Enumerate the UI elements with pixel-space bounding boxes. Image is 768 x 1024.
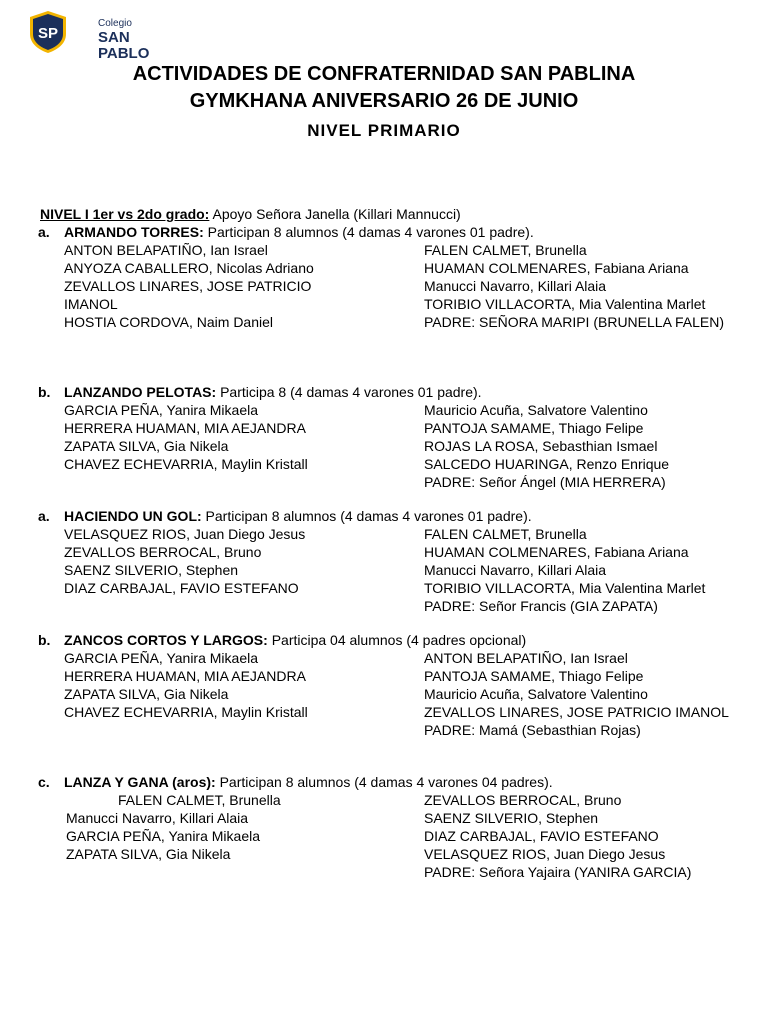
activity-description: Participa 8 (4 damas 4 varones 01 padre).	[216, 384, 482, 400]
activity-description: Participan 8 alumnos (4 damas 4 varones 01 padre).	[203, 224, 534, 240]
participant-name: TORIBIO VILLACORTA, Mia Valentina Marlet	[424, 296, 706, 312]
participant-name: ZAPATA SILVA, Gia Nikela	[64, 686, 229, 702]
participant-name: ZEVALLOS BERROCAL, Bruno	[64, 544, 262, 560]
participants-left-column	[64, 649, 414, 721]
participant-name: ANYOZA CABALLERO, Nicolas Adriano	[64, 260, 314, 276]
participant-name: GARCIA PEÑA, Yanira Mikaela	[64, 650, 259, 666]
activity-description: Participan 8 alumnos (4 damas 4 varones 01 padre).	[201, 508, 532, 524]
logo-badge-text: SP	[37, 25, 59, 42]
participant-name: ZEVALLOS LINARES, JOSE PATRICIO IMANOL	[424, 704, 729, 720]
participant-name: Manucci Navarro, Killari Alaia	[424, 278, 607, 294]
participants-right-column	[424, 401, 744, 491]
participant-name: PANTOJA SAMAME, Thiago Felipe	[424, 668, 644, 684]
parent-name: PADRE: SEÑORA MARIPI (BRUNELLA FALEN)	[424, 314, 725, 330]
participant-name: TORIBIO VILLACORTA, Mia Valentina Marlet	[424, 580, 706, 596]
participant-name: ZAPATA SILVA, Gia Nikela	[66, 846, 231, 862]
participant-name: GARCIA PEÑA, Yanira Mikaela	[66, 828, 261, 844]
level-heading: NIVEL PRIMARIO	[307, 121, 461, 140]
participant-name: HUAMAN COLMENARES, Fabiana Ariana	[424, 544, 689, 560]
participant-name: HOSTIA CORDOVA, Naim Daniel	[64, 314, 274, 330]
participant-name: SAENZ SILVERIO, Stephen	[64, 562, 239, 578]
participants-right-column	[424, 241, 744, 331]
activity-letter: b.	[38, 632, 51, 648]
parent-name: PADRE: Señora Yajaira (YANIRA GARCIA)	[424, 864, 692, 880]
participant-name: Mauricio Acuña, Salvatore Valentino	[424, 402, 648, 418]
participant-name: Mauricio Acuña, Salvatore Valentino	[424, 686, 648, 702]
activity-name: HACIENDO UN GOL:	[64, 508, 202, 524]
participant-name: ZEVALLOS BERROCAL, Bruno	[424, 792, 622, 808]
participants-right-column	[424, 649, 744, 739]
participants-left-column	[66, 791, 416, 863]
activity-letter: a.	[38, 224, 50, 240]
participant-name: FALEN CALMET, Brunella	[424, 242, 587, 258]
participant-name: ANTON BELAPATIÑO, Ian Israel	[64, 242, 268, 258]
participant-name: FALEN CALMET, Brunella	[424, 526, 587, 542]
activity-letter: c.	[38, 774, 50, 790]
activity-heading	[38, 383, 482, 401]
activity-description: Participa 04 alumnos (4 padres opcional)	[267, 632, 527, 648]
activity-heading	[38, 507, 532, 525]
participants-right-column	[424, 791, 744, 881]
document-title: ACTIVIDADES DE CONFRATERNIDAD SAN PABLINA	[132, 63, 636, 85]
activity-description: Participan 8 alumnos (4 damas 4 varones 04 padres).	[215, 774, 553, 790]
school-logo	[28, 8, 168, 62]
participant-name: HUAMAN COLMENARES, Fabiana Ariana	[424, 260, 689, 276]
participant-name: IMANOL	[64, 296, 118, 312]
participant-name: DIAZ CARBAJAL, FAVIO ESTEFANO	[64, 580, 299, 596]
document-subtitle: GYMKHANA ANIVERSARIO 26 DE JUNIO	[189, 90, 579, 112]
participants-right-column	[424, 525, 744, 615]
activity-heading	[38, 631, 526, 649]
participant-name: ZAPATA SILVA, Gia Nikela	[64, 438, 229, 454]
logo-small-text: Colegio	[98, 18, 132, 29]
participant-name: HERRERA HUAMAN, MIA AEJANDRA	[64, 420, 306, 436]
activity-name: ZANCOS CORTOS Y LARGOS:	[64, 632, 268, 648]
participant-name: ANTON BELAPATIÑO, Ian Israel	[424, 650, 628, 666]
participants-left-column	[64, 241, 414, 331]
participant-name: VELASQUEZ RIOS, Juan Diego Jesus	[64, 526, 306, 542]
activity-name: LANZANDO PELOTAS:	[64, 384, 217, 400]
participant-name: Manucci Navarro, Killari Alaia	[66, 810, 249, 826]
nivel-label: NIVEL I 1er vs 2do grado:	[40, 206, 210, 222]
participant-name: CHAVEZ ECHEVARRIA, Maylin Kristall	[64, 456, 308, 472]
activity-letter: b.	[38, 384, 51, 400]
participants-left-column	[64, 401, 414, 473]
activity-heading	[38, 773, 553, 791]
parent-name: PADRE: Señor Francis (GIA ZAPATA)	[424, 598, 658, 614]
activity-letter: a.	[38, 508, 50, 524]
nivel-line	[40, 205, 461, 223]
participant-name: SALCEDO HUARINGA, Renzo Enrique	[424, 456, 670, 472]
participant-name: HERRERA HUAMAN, MIA AEJANDRA	[64, 668, 306, 684]
nivel-text: Apoyo Señora Janella (Killari Mannucci)	[209, 206, 461, 222]
participant-name: VELASQUEZ RIOS, Juan Diego Jesus	[424, 846, 666, 862]
shield-logo-icon	[28, 10, 68, 54]
parent-name: PADRE: Señor Ángel (MIA HERRERA)	[424, 474, 666, 490]
participant-name: ROJAS LA ROSA, Sebasthian Ismael	[424, 438, 658, 454]
participant-name: ZEVALLOS LINARES, JOSE PATRICIO	[64, 278, 312, 294]
participant-name: FALEN CALMET, Brunella	[118, 792, 281, 808]
activity-name: LANZA Y GANA (aros):	[64, 774, 216, 790]
participant-name: SAENZ SILVERIO, Stephen	[424, 810, 599, 826]
participant-name: GARCIA PEÑA, Yanira Mikaela	[64, 402, 259, 418]
logo-name-text: SAN PABLO	[98, 29, 150, 62]
activity-name: ARMANDO TORRES:	[64, 224, 204, 240]
activity-heading	[38, 223, 534, 241]
participant-name: DIAZ CARBAJAL, FAVIO ESTEFANO	[424, 828, 659, 844]
participant-name: Manucci Navarro, Killari Alaia	[424, 562, 607, 578]
parent-name: PADRE: Mamá (Sebasthian Rojas)	[424, 722, 641, 738]
participants-left-column	[64, 525, 414, 597]
participant-name: PANTOJA SAMAME, Thiago Felipe	[424, 420, 644, 436]
participant-name: CHAVEZ ECHEVARRIA, Maylin Kristall	[64, 704, 308, 720]
